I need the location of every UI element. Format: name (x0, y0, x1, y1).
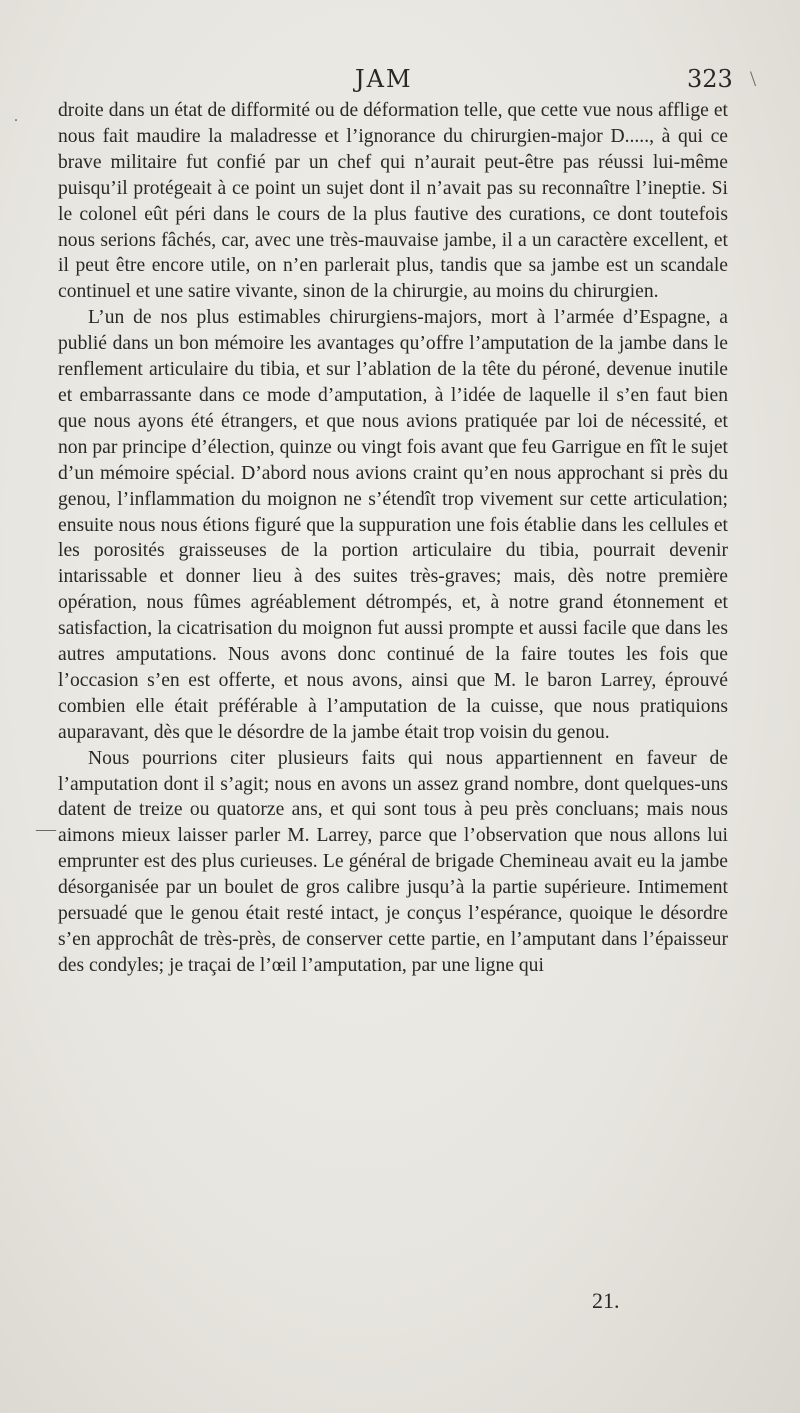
paragraph-1: droite dans un état de difformité ou de déformation telle, que cette vue nous afflige et nous fait maudire la maladresse et l’ignorance du chirurgien-major D....., à qui ce brave militaire fut confié par un chef qui n’aurait peut-être pas réussi lui-même puisqu’il protégeait à ce point un sujet dont il n’avait pas su reconnaître l’ineptie. Si le colonel eût péri dans le cours de la plus fautive des curations, ce dont toutefois nous serions fâchés, car, avec une très-mauvaise jambe, il a un caractère excellent, et il peut être encore utile, on n’en parlerait plus, tandis que sa jambe est un scandale continuel et une satire vivante, sinon de la chirurgie, au moins du chirurgien. (58, 100, 728, 303)
page-number: 323 (687, 65, 733, 93)
margin-mark: — (36, 818, 56, 840)
signature-mark: 21. (592, 1288, 620, 1313)
body-text (58, 98, 728, 979)
running-head: JAM (355, 65, 413, 93)
margin-mark: \ (750, 66, 757, 91)
paragraph-2: L’un de nos plus estimables chirurgiens-majors, mort à l’armée d’Espagne, a publié dans un bon mémoire les avantages qu’offre l’amputation de la jambe dans le renflement articulaire du tibia, et sur l’ablation de la tête du péroné, devenue inutile et embarrassante dans ce mode d’amputation, à l’idée de laquelle il s’en faut bien que nous ayons été étrangers, et que nous avions pratiquée par loi de nécessité, et non par principe d’élection, quinze ou vingt fois avant que feu Garrigue en fît le sujet d’un mémoire spécial. D’abord nous avions craint qu’en nous approchant si près du genou, l’inflammation du moignon ne s’étendît trop vivement sur cette articulation; ensuite nous nous étions figuré que la suppuration une fois établie dans les cellules et les porosités graisseuses de la portion articulaire du tibia, pourrait devenir intarissable et donner lieu à des suites très-graves; mais, dès notre première opération, nous fûmes agréablement détrompés, et, à notre grand étonnement et satisfaction, la cicatrisation du moignon fut aussi prompte et aussi facile que dans les autres amputations. Nous avons donc continué de la faire toutes les fois que l’occasion s’en est offerte, et nous avons, ainsi que M. le baron Larrey, éprouvé combien elle était préférable à l’amputation de la cuisse, que nous pratiquions auparavant, dès que le désordre de la jambe était trop voisin du genou. (58, 307, 728, 743)
page-header (0, 62, 800, 96)
margin-mark: . (14, 108, 18, 125)
paragraph-3: Nous pourrions citer plusieurs faits qui nous appartiennent en faveur de l’amputation dont il s’agit; nous en avons un assez grand nombre, dont quelques-uns datent de treize ou quatorze ans, et qui sont tous à peu près concluans; mais nous aimons mieux laisser parler M. Larrey, parce que l’observation que nous allons lui emprunter est des plus curieuses. Le général de brigade Chemineau avait eu la jambe désorganisée par un boulet de gros calibre jusqu’à la partie supérieure. Intimement persuadé que le genou était resté intact, je conçus l’espérance, quoique le désordre s’en approchât de très-près, de conserver cette partie, en l’amputant dans l’épaisseur des condyles; je traçai de l’œil l’amputation, par une ligne qui (58, 747, 728, 976)
